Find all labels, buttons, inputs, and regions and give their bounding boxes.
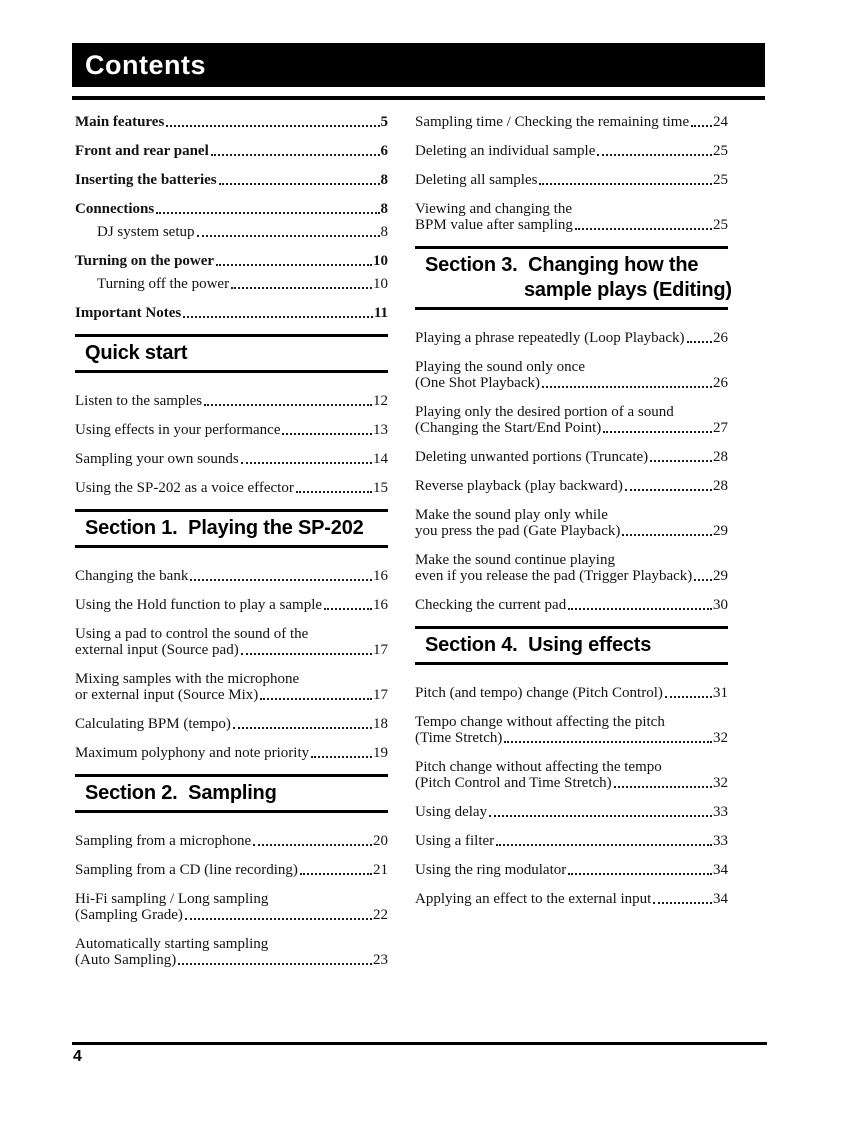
toc-column-left: [75, 114, 388, 981]
toc-entry: [75, 745, 388, 761]
toc-entry: [75, 480, 388, 496]
toc-entry-page-number: 34: [713, 891, 728, 907]
toc-entry-row: [415, 449, 728, 465]
toc-entry-row: [75, 833, 388, 849]
toc-entry-page-number: 25: [713, 143, 728, 159]
toc-entry-page-number: 22: [373, 907, 388, 923]
toc-entry-label: Changing the bank: [75, 568, 189, 584]
toc-entry-page-number: 12: [373, 393, 388, 409]
toc-entry: [415, 891, 728, 907]
toc-entry-row: [415, 217, 728, 233]
toc-entry-label: Viewing and changing the: [415, 201, 572, 217]
toc-entry-row: [415, 804, 728, 820]
dot-leader: [178, 963, 372, 965]
toc-entry-label: Hi-Fi sampling / Long sampling: [75, 891, 269, 907]
toc-entry-page-number: 32: [713, 730, 728, 746]
toc-entry-page-number: 26: [713, 330, 728, 346]
dot-leader: [539, 183, 712, 185]
dot-leader: [190, 579, 372, 581]
dot-leader: [219, 183, 380, 185]
dot-leader: [694, 579, 712, 581]
toc-entry-label: Deleting unwanted portions (Truncate): [415, 449, 649, 465]
toc-entry-page-number: 29: [713, 568, 728, 584]
dot-leader: [233, 727, 372, 729]
toc-entry-row: [415, 172, 728, 188]
toc-entry-row: [415, 775, 728, 791]
toc-entry: [75, 224, 388, 240]
dot-leader: [260, 698, 372, 700]
toc-entry-row: [415, 833, 728, 849]
toc-entry-row: [75, 862, 388, 878]
toc-columns: [75, 114, 732, 981]
toc-entry-label: Playing only the desired portion of a sound: [415, 404, 674, 420]
dot-leader: [253, 844, 372, 846]
toc-entry-label: (Sampling Grade): [75, 907, 183, 923]
toc-entry-label: Front and rear panel: [75, 143, 209, 159]
toc-section: [75, 334, 388, 496]
toc-entry-page-number: 16: [373, 597, 388, 613]
toc-entry-label: Tempo change without affecting the pitch: [415, 714, 665, 730]
toc-entry-label: Deleting an individual sample: [415, 143, 596, 159]
toc-entry-row: [75, 451, 388, 467]
dot-leader: [204, 404, 372, 406]
toc-entry-label: Make the sound play only while: [415, 507, 608, 523]
dot-leader: [575, 228, 712, 230]
toc-entry-page-number: 8: [380, 172, 388, 188]
toc-entry: [75, 671, 388, 703]
toc-entry-page-number: 15: [373, 480, 388, 496]
toc-entry-row: [415, 330, 728, 346]
toc-entry-row: [75, 597, 388, 613]
toc-entry-row: [75, 687, 388, 703]
dot-leader: [489, 815, 712, 817]
toc-entry-page-number: 6: [380, 143, 388, 159]
toc-entry-row: [97, 224, 388, 240]
dot-leader: [597, 154, 712, 156]
dot-leader: [216, 264, 372, 266]
toc-entry-label: (One Shot Playback): [415, 375, 540, 391]
dot-leader: [185, 918, 372, 920]
toc-entry-label: BPM value after sampling: [415, 217, 573, 233]
dot-leader: [568, 608, 712, 610]
toc-entry: [75, 568, 388, 584]
toc-entry-label: DJ system setup: [97, 224, 195, 240]
toc-entry-page-number: 16: [373, 568, 388, 584]
toc-entry-label: Calculating BPM (tempo): [75, 716, 231, 732]
dot-leader: [650, 460, 712, 462]
footer-divider: [72, 1042, 767, 1045]
toc-entry-label: Using the Hold function to play a sample: [75, 597, 323, 613]
toc-entry: [75, 833, 388, 849]
toc-entry: [75, 862, 388, 878]
dot-leader: [241, 653, 372, 655]
section-heading-line: Section 4. Using effects: [425, 634, 652, 656]
dot-leader: [614, 786, 712, 788]
toc-entry: [75, 143, 388, 159]
toc-entry-page-number: 10: [373, 253, 388, 269]
dot-leader: [691, 125, 712, 127]
toc-entry-row: [75, 305, 388, 321]
toc-entry-page-number: 14: [373, 451, 388, 467]
toc-entry-label: Connections: [75, 201, 155, 217]
toc-entry-page-number: 13: [373, 422, 388, 438]
toc-entry-page-number: 20: [373, 833, 388, 849]
section-heading: [415, 246, 732, 310]
toc-entry-label: Checking the current pad: [415, 597, 567, 613]
toc-entry: [415, 714, 728, 746]
dot-leader: [311, 756, 372, 758]
toc-entry-label: Pitch (and tempo) change (Pitch Control): [415, 685, 663, 701]
toc-entry: [415, 449, 728, 465]
toc-entry-page-number: 33: [713, 804, 728, 820]
toc-entry-label: Playing the sound only once: [415, 359, 585, 375]
toc-entry-page-number: 17: [373, 687, 388, 703]
toc-entry: [75, 716, 388, 732]
dot-leader: [504, 741, 712, 743]
toc-entry-page-number: 10: [373, 276, 388, 292]
toc-entry-row: [75, 201, 388, 217]
dot-leader: [296, 491, 372, 493]
toc-entry: [75, 305, 388, 321]
toc-entry: [415, 172, 728, 188]
toc-entry-row: [75, 393, 388, 409]
toc-entry: [415, 552, 728, 584]
toc-entry-row: [415, 862, 728, 878]
toc-entry-label: Mixing samples with the microphone: [75, 671, 300, 687]
toc-entry: [415, 685, 728, 701]
section-heading-line: sample plays (Editing): [524, 279, 732, 301]
dot-leader: [653, 902, 712, 904]
toc-entry-label: Applying an effect to the external input: [415, 891, 652, 907]
toc-entry-row: [75, 422, 388, 438]
toc-entry-label: Sampling your own sounds: [75, 451, 239, 467]
section-heading-line: Section 2. Sampling: [85, 782, 277, 804]
toc-entry-label: Important Notes: [75, 305, 182, 321]
toc-entry-row: [415, 730, 728, 746]
toc-entry-label: Pitch change without affecting the tempo: [415, 759, 662, 775]
toc-entry-row: [415, 143, 728, 159]
toc-front-matter: [415, 114, 728, 233]
toc-entry: [415, 143, 728, 159]
toc-entry-page-number: 30: [713, 597, 728, 613]
toc-entry: [75, 172, 388, 188]
toc-entry-label: Listen to the samples: [75, 393, 203, 409]
toc-entry-page-number: 25: [713, 217, 728, 233]
toc-entry-row: [75, 143, 388, 159]
toc-entry-row: [75, 568, 388, 584]
toc-section: [75, 774, 388, 968]
toc-entry: [75, 597, 388, 613]
dot-leader: [542, 386, 712, 388]
toc-entry: [75, 626, 388, 658]
toc-entry-page-number: 29: [713, 523, 728, 539]
toc-entry-row: [415, 375, 728, 391]
dot-leader: [687, 341, 713, 343]
toc-entry-page-number: 8: [380, 224, 388, 240]
toc-entry-row: [415, 568, 728, 584]
toc-entry-page-number: 26: [713, 375, 728, 391]
toc-entry: [75, 201, 388, 217]
toc-entry: [75, 451, 388, 467]
toc-entry-label: Using effects in your performance: [75, 422, 281, 438]
dot-leader: [197, 235, 380, 237]
toc-entry-label: external input (Source pad): [75, 642, 239, 658]
toc-section: [415, 626, 728, 907]
toc-entry-page-number: 8: [380, 201, 388, 217]
dot-leader: [622, 534, 712, 536]
toc-entry: [415, 507, 728, 539]
dot-leader: [324, 608, 372, 610]
toc-entry-label: (Changing the Start/End Point): [415, 420, 602, 436]
toc-entry-label: Using a pad to control the sound of the: [75, 626, 309, 642]
toc-entry-row: [75, 642, 388, 658]
toc-entry-row: [75, 716, 388, 732]
toc-entry: [415, 359, 728, 391]
dot-leader: [231, 287, 372, 289]
toc-entry: [415, 478, 728, 494]
toc-entry: [415, 833, 728, 849]
toc-column-right: [415, 114, 732, 981]
toc-entry: [75, 891, 388, 923]
dot-leader: [241, 462, 372, 464]
toc-entry-label: (Pitch Control and Time Stretch): [415, 775, 612, 791]
toc-entry-label: Playing a phrase repeatedly (Loop Playback): [415, 330, 685, 346]
toc-entry: [415, 330, 728, 346]
toc-entry: [415, 597, 728, 613]
toc-entry-page-number: 33: [713, 833, 728, 849]
page-title: Contents: [85, 49, 206, 80]
toc-entry: [75, 276, 388, 292]
toc-entry-row: [75, 745, 388, 761]
dot-leader: [496, 844, 712, 846]
toc-entry-row: [415, 478, 728, 494]
section-heading: [75, 334, 388, 373]
toc-entry-label: Automatically starting sampling: [75, 936, 269, 952]
toc-entry-row: [97, 276, 388, 292]
dot-leader: [603, 431, 712, 433]
toc-entry-row: [415, 420, 728, 436]
toc-entry-row: [75, 172, 388, 188]
dot-leader: [625, 489, 712, 491]
toc-entry-page-number: 17: [373, 642, 388, 658]
toc-entry-label: Deleting all samples: [415, 172, 538, 188]
dot-leader: [665, 696, 712, 698]
section-heading-line: Quick start: [85, 342, 188, 364]
toc-entry-page-number: 23: [373, 952, 388, 968]
toc-entry: [415, 114, 728, 130]
toc-entry-row: [75, 952, 388, 968]
toc-entry-page-number: 24: [713, 114, 728, 130]
toc-entry-row: [415, 891, 728, 907]
toc-entry-row: [415, 685, 728, 701]
toc-entry-row: [415, 114, 728, 130]
toc-entry: [415, 759, 728, 791]
toc-entry-label: Reverse playback (play backward): [415, 478, 623, 494]
toc-entry-label: Main features: [75, 114, 165, 130]
dot-leader: [156, 212, 379, 214]
toc-entry-label: Turning on the power: [75, 253, 215, 269]
toc-entry-label: Using the SP-202 as a voice effector: [75, 480, 294, 496]
toc-entry-page-number: 5: [380, 114, 388, 130]
toc-entry-page-number: 27: [713, 420, 728, 436]
toc-entry: [75, 114, 388, 130]
toc-entry-page-number: 31: [713, 685, 728, 701]
toc-entry-row: [415, 597, 728, 613]
toc-entry-label: Sampling from a microphone: [75, 833, 252, 849]
toc-entry-label: Inserting the batteries: [75, 172, 217, 188]
toc-entry: [75, 936, 388, 968]
section-heading: [75, 509, 388, 548]
dot-leader: [300, 873, 372, 875]
toc-entry: [75, 253, 388, 269]
toc-entry-page-number: 28: [713, 478, 728, 494]
toc-entry-page-number: 19: [373, 745, 388, 761]
toc-entry-row: [75, 480, 388, 496]
toc-entry-label: Make the sound continue playing: [415, 552, 615, 568]
section-heading: [75, 774, 388, 813]
toc-entry-label: you press the pad (Gate Playback): [415, 523, 621, 539]
section-heading: [415, 626, 728, 665]
toc-entry: [415, 404, 728, 436]
toc-entry-label: Using the ring modulator: [415, 862, 567, 878]
toc-entry-page-number: 32: [713, 775, 728, 791]
toc-entry: [75, 422, 388, 438]
toc-front-matter: [75, 114, 388, 321]
toc-entry-row: [75, 114, 388, 130]
toc-entry-label: Turning off the power: [97, 276, 230, 292]
toc-entry-label: even if you release the pad (Trigger Playback): [415, 568, 693, 584]
toc-entry-label: or external input (Source Mix): [75, 687, 259, 703]
section-heading-line: Section 1. Playing the SP-202: [85, 517, 364, 539]
toc-entry-page-number: 11: [373, 305, 388, 321]
toc-entry: [415, 862, 728, 878]
header-divider: [72, 96, 765, 100]
toc-entry-row: [75, 907, 388, 923]
toc-entry-page-number: 28: [713, 449, 728, 465]
dot-leader: [568, 873, 712, 875]
toc-entry-page-number: 34: [713, 862, 728, 878]
dot-leader: [183, 316, 373, 318]
toc-entry-page-number: 25: [713, 172, 728, 188]
dot-leader: [282, 433, 372, 435]
page-number: 4: [73, 1048, 82, 1065]
toc-entry: [415, 201, 728, 233]
toc-entry-label: Sampling from a CD (line recording): [75, 862, 298, 878]
toc-entry: [75, 393, 388, 409]
toc-section: [75, 509, 388, 761]
page-header-bar: [72, 43, 765, 87]
toc-entry-label: (Time Stretch): [415, 730, 503, 746]
toc-section: [415, 246, 732, 613]
toc-entry-label: Maximum polyphony and note priority: [75, 745, 310, 761]
toc-entry-page-number: 18: [373, 716, 388, 732]
toc-entry-label: (Auto Sampling): [75, 952, 177, 968]
toc-entry-page-number: 21: [373, 862, 388, 878]
toc-entry-row: [75, 253, 388, 269]
toc-entry-label: Using a filter: [415, 833, 495, 849]
toc-entry-row: [415, 523, 728, 539]
dot-leader: [211, 154, 380, 156]
section-heading-line: Section 3. Changing how the: [425, 254, 699, 276]
dot-leader: [166, 125, 379, 127]
toc-entry-label: Sampling time / Checking the remaining time: [415, 114, 690, 130]
toc-entry: [415, 804, 728, 820]
toc-entry-label: Using delay: [415, 804, 488, 820]
